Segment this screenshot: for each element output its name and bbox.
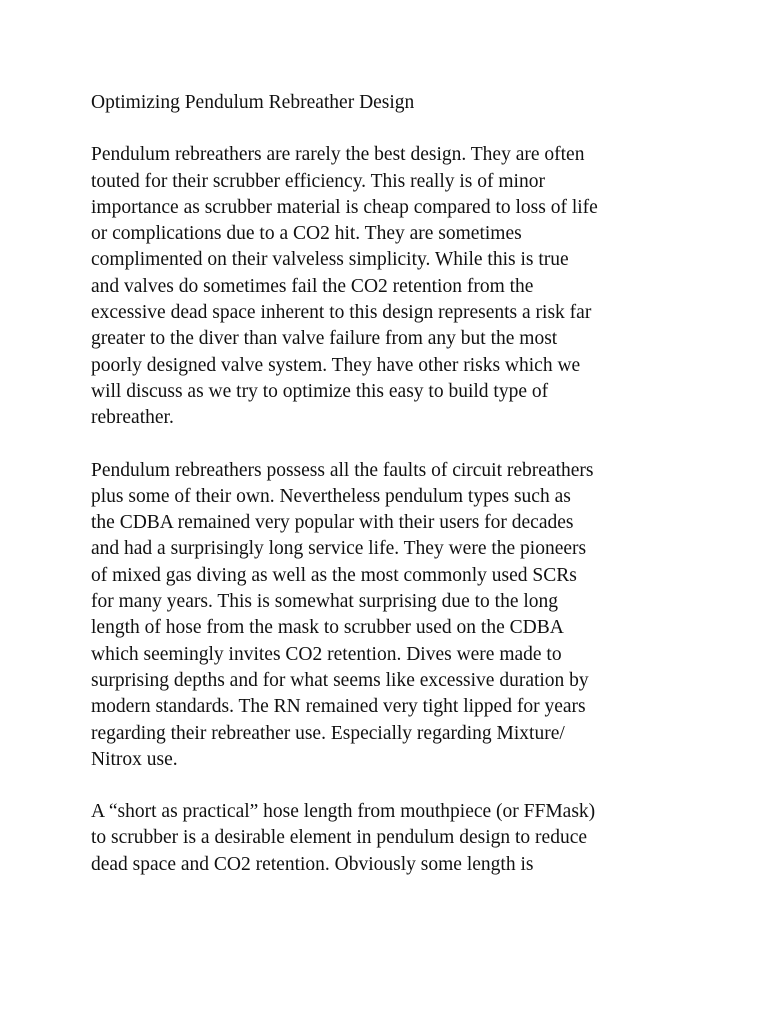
paragraph-line: dead space and CO2 retention. Obviously some length is: [91, 853, 534, 875]
paragraph-2: [91, 458, 691, 774]
document-body: [91, 90, 691, 904]
paragraph-line: of mixed gas diving as well as the most commonly used SCRs: [91, 564, 577, 586]
paragraph-line: and valves do sometimes fail the CO2 retention from the: [91, 275, 534, 297]
paragraph-line: greater to the diver than valve failure from any but the most: [91, 328, 558, 350]
paragraph-line: plus some of their own. Nevertheless pendulum types such as: [91, 485, 571, 507]
paragraph-line: and had a surprisingly long service life. They were the pioneers: [91, 538, 587, 560]
paragraph-line: length of hose from the mask to scrubber used on the CDBA: [91, 617, 564, 639]
paragraph-line: complimented on their valveless simplicity. While this is true: [91, 249, 569, 271]
paragraph-line: surprising depths and for what seems like excessive duration by: [91, 669, 589, 691]
paragraph-line: or complications due to a CO2 hit. They are sometimes: [91, 223, 522, 245]
paragraph-line: regarding their rebreather use. Especially regarding Mixture/: [91, 722, 565, 744]
paragraph-line: touted for their scrubber efficiency. This really is of minor: [91, 170, 545, 192]
paragraph-line: A “short as practical” hose length from mouthpiece (or FFMask): [91, 801, 596, 823]
paragraph-line: will discuss as we try to optimize this easy to build type of: [91, 380, 549, 402]
paragraph-3: [91, 799, 691, 878]
paragraph-line: Nitrox use.: [91, 748, 178, 770]
paragraph-line: Pendulum rebreathers are rarely the best design. They are often: [91, 144, 585, 166]
paragraph-line: poorly designed valve system. They have other risks which we: [91, 354, 581, 376]
paragraph-line: the CDBA remained very popular with their users for decades: [91, 512, 574, 534]
paragraph-line: Pendulum rebreathers possess all the faults of circuit rebreathers: [91, 459, 594, 481]
document-title: Optimizing Pendulum Rebreather Design: [91, 92, 415, 113]
paragraph-line: excessive dead space inherent to this design represents a risk far: [91, 302, 592, 324]
paragraph-line: for many years. This is somewhat surprising due to the long: [91, 591, 559, 613]
paragraph-line: to scrubber is a desirable element in pendulum design to reduce: [91, 827, 588, 849]
paragraph-line: which seemingly invites CO2 retention. Dives were made to: [91, 643, 562, 665]
paragraph-line: modern standards. The RN remained very tight lipped for years: [91, 696, 586, 718]
paragraph-1: [91, 142, 691, 431]
paragraph-line: rebreather.: [91, 407, 174, 429]
paragraph-line: importance as scrubber material is cheap compared to loss of life: [91, 196, 598, 218]
